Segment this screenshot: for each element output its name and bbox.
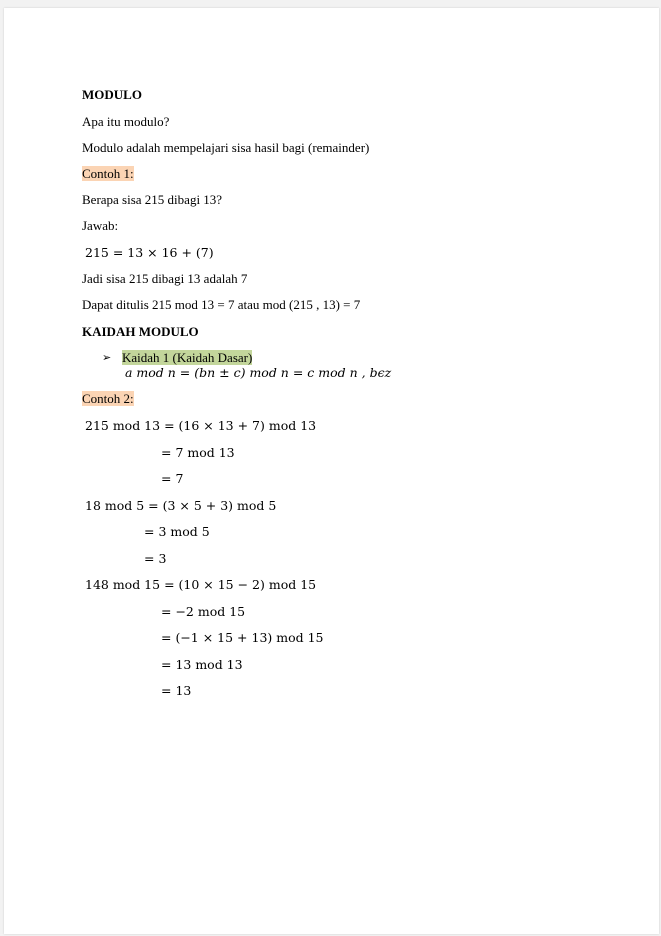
example2-line: 18 mod 5 = (3 × 5 + 3) mod 5 <box>85 498 277 513</box>
example2-line: = 13 <box>161 683 192 698</box>
example2-line: 215 mod 13 = (16 × 13 + 7) mod 13 <box>85 418 317 433</box>
example2-line: = 7 mod 13 <box>161 445 235 460</box>
rules-heading: KAIDAH MODULO <box>82 324 199 339</box>
document-page <box>4 8 659 934</box>
example2-line: = (−1 × 15 + 13) mod 15 <box>161 630 324 645</box>
example2-line: 148 mod 15 = (10 × 15 − 2) mod 15 <box>85 577 317 592</box>
rule1-label-highlight: Kaidah 1 (Kaidah Dasar) <box>122 350 253 365</box>
example2-line: = −2 mod 15 <box>161 604 246 619</box>
example1-answer-label: Jawab: <box>82 218 119 233</box>
example2-label-highlight: Contoh 2: <box>82 391 134 406</box>
example1-label-highlight: Contoh 1: <box>82 166 134 181</box>
example2-line: = 13 mod 13 <box>161 657 243 672</box>
example2-line: = 3 <box>144 551 167 566</box>
example2-line: = 3 mod 5 <box>144 524 210 539</box>
arrowhead-bullet-icon: ➢ <box>102 351 112 364</box>
example2-label <box>82 391 134 407</box>
example2-line: = 7 <box>161 471 184 486</box>
example1-question: Berapa sisa 215 dibagi 13? <box>82 192 223 207</box>
definition-text: Modulo adalah mempelajari sisa hasil bagi (remainder) <box>82 140 370 155</box>
question-text: Apa itu modulo? <box>82 114 170 129</box>
document-title: MODULO <box>82 87 142 102</box>
rule1-formula: a mod n = (bn ± c) mod n = c mod n , bϵz <box>125 365 392 380</box>
rule1-label <box>122 350 252 366</box>
example1-conclusion: Jadi sisa 215 dibagi 13 adalah 7 <box>82 271 248 286</box>
example1-notation: Dapat ditulis 215 mod 13 = 7 atau mod (215 , 13) = 7 <box>82 297 361 312</box>
example1-equation: 215 = 13 × 16 + (7) <box>85 245 214 260</box>
example1-label <box>82 166 134 182</box>
